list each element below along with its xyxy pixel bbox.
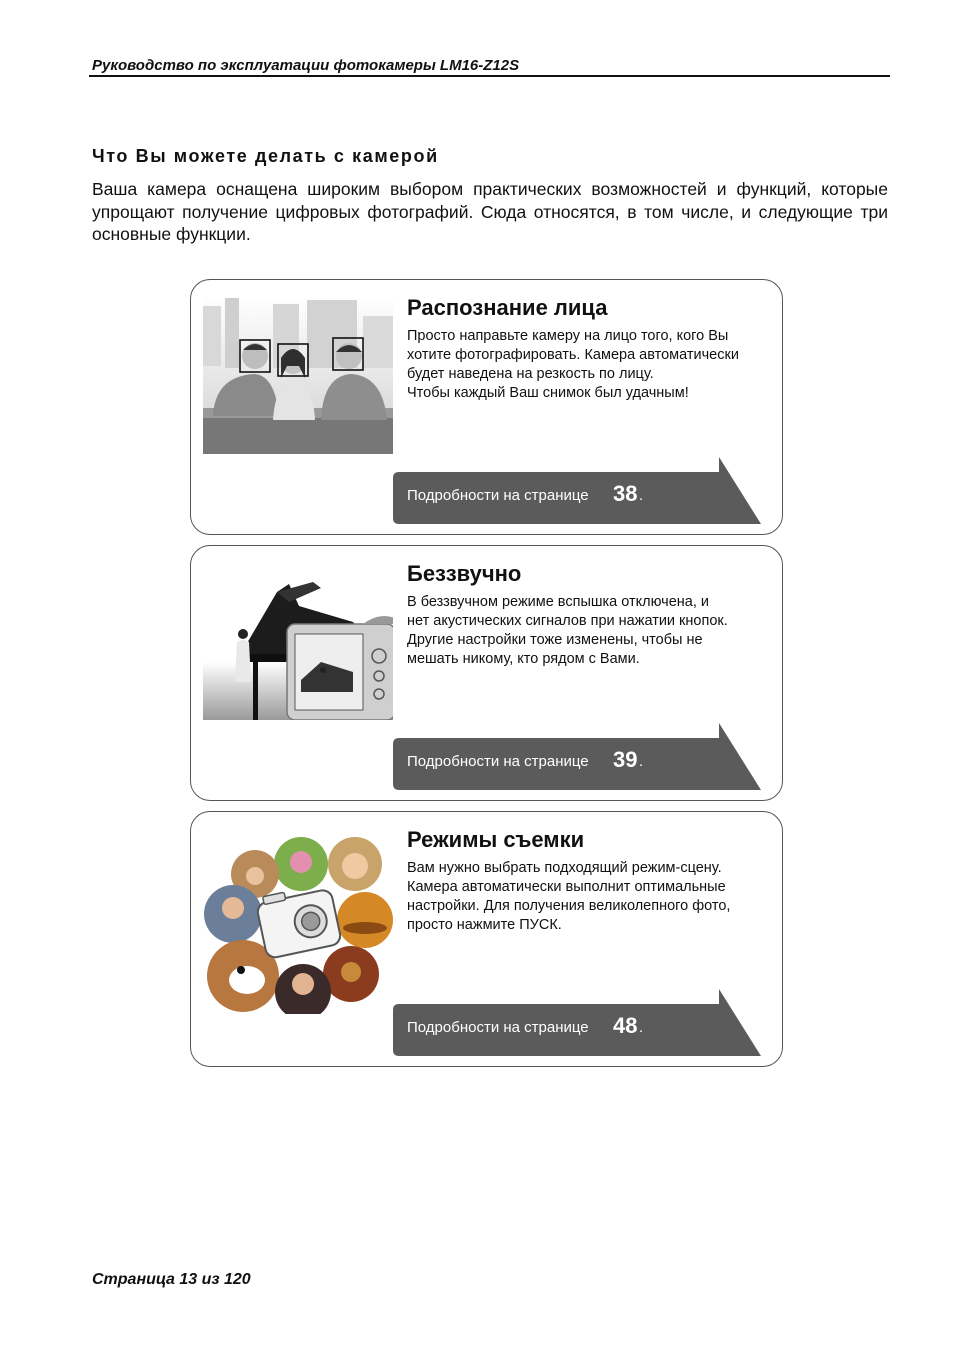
page-reference-number: 38 xyxy=(613,481,638,506)
page-reference-dot: . xyxy=(639,487,644,504)
page-reference-link[interactable] xyxy=(393,723,761,790)
page-footer-number: Страница 13 из 120 xyxy=(92,1271,251,1288)
page-reference-number: 48 xyxy=(613,1013,638,1038)
face-detection-photo xyxy=(203,296,393,454)
card-description-line: просто нажмите ПУСК. xyxy=(407,917,562,933)
page-reference-label: Подробности на странице xyxy=(407,753,589,770)
feature-card-scene-modes xyxy=(190,811,783,1067)
feature-card-silent xyxy=(190,545,783,801)
card-description-line: Камера автоматически выполнит оптимальные xyxy=(407,879,726,895)
card-title: Беззвучно xyxy=(407,561,522,586)
page-reference-link[interactable] xyxy=(393,457,761,524)
feature-card-face-detection xyxy=(190,279,783,535)
card-description-line: Вам нужно выбрать подходящий режим-сцену. xyxy=(407,860,722,876)
card-description-line: В беззвучном режиме вспышка отключена, и xyxy=(407,594,710,610)
card-description-line: хотите фотографировать. Камера автоматически xyxy=(407,347,739,363)
card-title: Режимы съемки xyxy=(407,827,585,852)
piano-camera-photo xyxy=(203,562,393,720)
page-reference-label: Подробности на странице xyxy=(407,487,589,504)
card-description-line: настройки. Для получения великолепного фото, xyxy=(407,898,731,914)
card-description xyxy=(407,327,777,403)
card-description xyxy=(407,593,777,669)
card-description-line: нет акустических сигналов при нажатии кнопок. xyxy=(407,613,728,629)
section-title: Что Вы можете делать с камерой xyxy=(92,146,439,166)
header-rule xyxy=(89,75,890,77)
page-reference-dot: . xyxy=(639,1019,644,1036)
card-description xyxy=(407,859,777,935)
intro-paragraph: Ваша камера оснащена широким выбором практических возможностей и функций, которые упрощают получение цифровых фотографий. Сюда относятся, в том числе, и следующие три основные функции. xyxy=(92,179,888,244)
page-reference-link[interactable] xyxy=(393,989,761,1056)
page-reference-dot: . xyxy=(639,753,644,770)
scene-modes-collage xyxy=(203,824,393,1014)
page-reference-number: 39 xyxy=(613,747,638,772)
card-description-line: мешать никому, кто рядом с Вами. xyxy=(407,651,640,667)
card-title: Распознание лица xyxy=(407,295,608,320)
card-description-line: будет наведена на резкость по лицу. xyxy=(407,366,654,382)
card-description-line: Просто направьте камеру на лицо того, кого Вы xyxy=(407,328,729,344)
card-description-line: Чтобы каждый Ваш снимок был удачным! xyxy=(407,385,689,401)
card-description-line: Другие настройки тоже изменены, чтобы не xyxy=(407,632,703,648)
page-reference-label: Подробности на странице xyxy=(407,1019,589,1036)
page-header-title: Руководство по эксплуатации фотокамеры LM16-Z12S xyxy=(92,57,520,74)
